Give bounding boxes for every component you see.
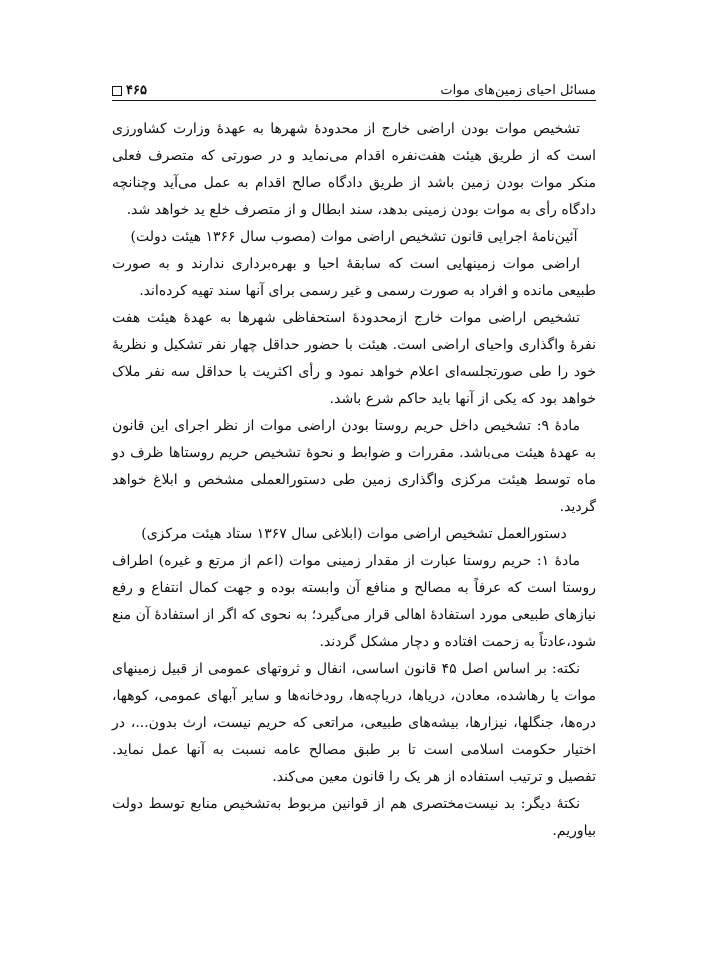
- paragraph-agriculture-ministry: تشخیص موات بودن اراضی خارج از محدودهٔ شهرها به عهدهٔ وزارت کشاورزی است که از طریق هیئت هفت‌نفره اقدام می‌نماید و در صورتی که متصرف فعلی منکر موات بودن زمین باشد از طریق دادگاه صالح اقدام به عمل می‌آید وچنانچه دادگاه رأی به موات بودن زمینی بدهد، سند ابطال و از متصرف خلع ید خواهد شد.: [112, 121, 596, 218]
- running-header: [112, 74, 596, 98]
- paragraph-seven-member-board: تشخیص اراضی موات خارج ازمحدودهٔ استحفاظی شهرها به عهدهٔ هیئت هفت نفرهٔ واگذاری واحیای اراضی است. هیئت با حضور حداقل چهار نفر تشکیل و نظریهٔ خود را طی صورتجلسه‌ای اعلام خواهد نمود و رأی اکثریت با حداقل سه نفر ملاک خواهد بود که یکی از آنها باید حاکم شرع باشد.: [112, 310, 596, 407]
- paragraph-article-9: مادهٔ ۹: تشخیص داخل حریم روستا بودن اراضی موات از نظر اجرای این قانون به عهدهٔ هیئت می‌باشد. مقررات و ضوابط و نحوهٔ تشخیص حریم روستاها ظرف دو ماه توسط هیئت مرکزی واگذاری زمین طی دستورالعملی مشخص و ابلاغ خواهد گردید.: [112, 418, 596, 515]
- paragraph-dead-lands-definition: اراضی موات زمینهایی است که سابقهٔ احیا و بهره‌برداری ندارند و به صورت طبیعی مانده و افراد به صورت رسمی و غیر رسمی برای آنها سند تهیه کرده‌اند.: [112, 256, 596, 299]
- square-icon: [112, 86, 122, 96]
- regulation-heading-1366: آئین‌نامهٔ اجرایی قانون تشخیص اراضی موات (مصوب سال ۱۳۶۶ هیئت دولت): [130, 229, 578, 245]
- instruction-heading-1367: دستورالعمل تشخیص اراضی موات (ابلاغی سال ۱۳۶۷ ستاد هیئت مرکزی): [141, 526, 567, 542]
- page-number-block: [112, 83, 147, 98]
- header-divider: [112, 100, 596, 101]
- paragraph-note-article-45: نکته: بر اساس اصل ۴۵ قانون اساسی، انفال و ثروتهای عمومی از قبیل زمینهای موات یا رهاشده، معادن، دریاها، دریاچه‌ها، رودخانه‌ها و سایر آبهای عمومی، کوهها، دره‌ها، جنگلها، نیزارها، بیشه‌های طبیعی، مراتعی که حریم نیست، ارث بدون...، در اختیار حکومت اسلامی است تا بر طبق مصالح عامه نسبت به آنها عمل نماید. تفصیل و ترتیب استفاده از هر یک را قانون معین می‌کند.: [112, 661, 596, 785]
- chapter-title: مسائل احیای زمین‌های موات: [440, 83, 596, 98]
- page-number: ۴۶۵: [126, 83, 147, 98]
- paragraph-another-note: نکتهٔ دیگر: بد نیست‌مختصری هم از قوانین مربوط به‌تشخیص منابع توسط دولت بیاوریم.: [112, 796, 596, 839]
- page-body: [112, 116, 596, 845]
- paragraph-article-1: مادهٔ ۱: حریم روستا عبارت از مقدار زمینی موات (اعم از مرتع و غیره) اطراف روستا است که عرفاً به مصالح و منافع آن وابسته بوده و جهت کمال انتفاع و رفع نیازهای طبیعی مورد استفادهٔ اهالی قرار می‌گیرد؛ به نحوی که اگر از استفادهٔ آن منع شود،عادتاً به زحمت افتاده و دچار مشکل گردند.: [112, 553, 596, 650]
